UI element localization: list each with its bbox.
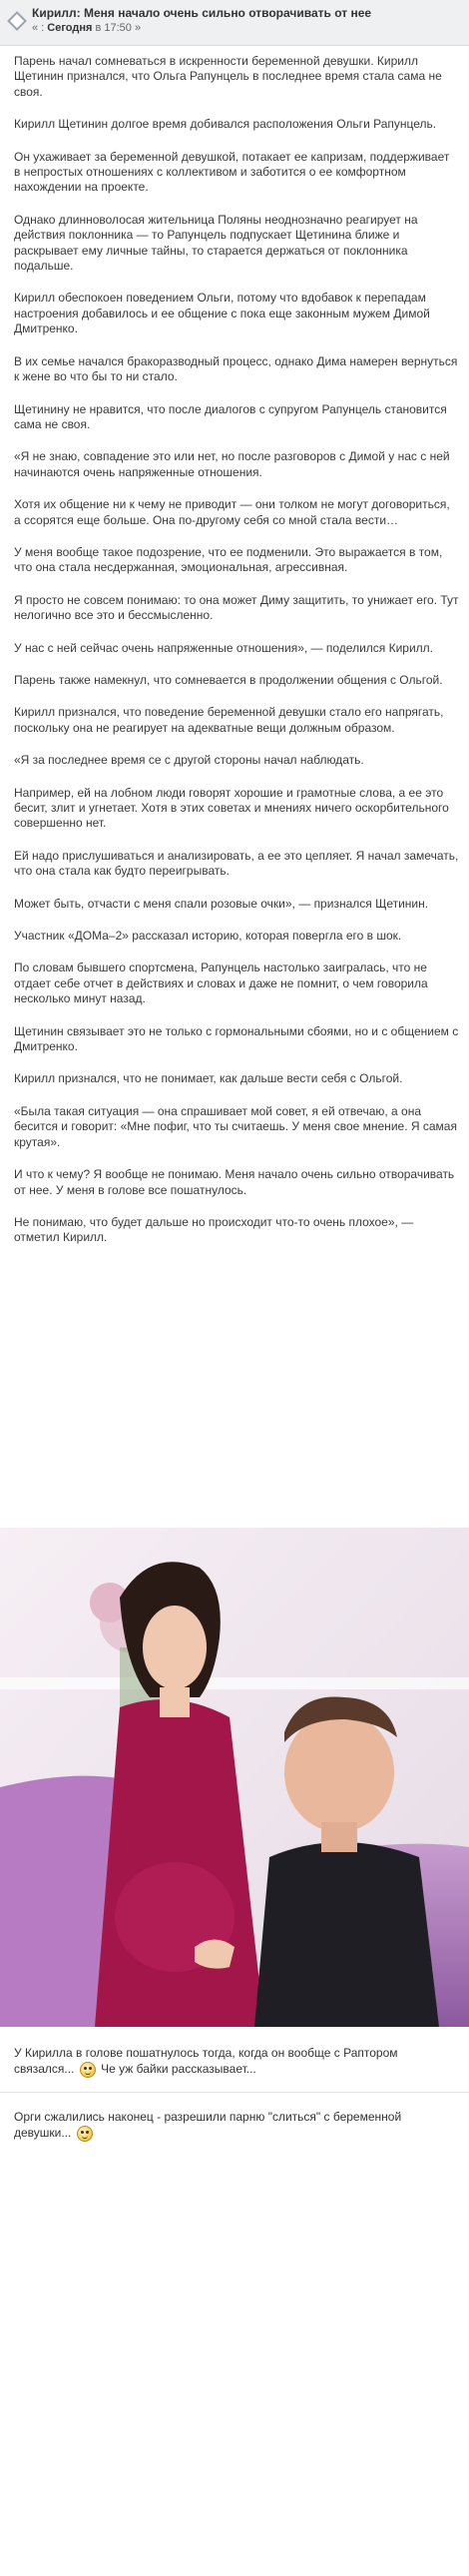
paragraph: «Я за последнее время се с другой стороны начал наблюдать.: [14, 753, 364, 768]
paragraph: Он ухаживает за беременной девушкой, потакает ее капризам, поддерживает в непростых отношениях с коллективом и заботится о ее комфортном нахождении на проекте.: [14, 149, 450, 195]
paragraph: И что к чему? Я вообще не понимаю. Меня начало очень сильно отворачивать от нее. У меня в голове все пошатнулось.: [14, 1167, 455, 1197]
paragraph: У нас с ней сейчас очень напряженные отношения», — поделился Кирилл.: [14, 640, 434, 655]
paragraph: В их семье начался бракоразводный процесс, однако Дима намерен вернуться к жене во что бы то ни стало.: [14, 353, 458, 384]
comment-text: У Кирилла в голове пошатнулось тогда, когда он вообще с Раптором связался...: [14, 2046, 398, 2076]
paragraph: Кирилл Щетинин долгое время добивался расположения Ольги Рапунцель.: [14, 117, 437, 132]
paragraph: «Я не знаю, совпадение это или нет, но после разговоров с Димой у нас с ней начинаются очень напряженные отношения.: [14, 449, 450, 479]
paragraph: Хотя их общение ни к чему не приводит — они толком не могут договориться, а ссорятся еще больше. Она по-другому себя со мной стала вести…: [14, 497, 450, 527]
paragraph: По словам бывшего спортсмена, Рапунцель настолько заигралась, что не отдает себе отчет в действиях и словах и даже не помнит, о чем говорила несколько минут назад.: [14, 961, 428, 1006]
article-meta: « : Сегодня в 17:50 »: [32, 22, 142, 34]
article-photo: [0, 1528, 469, 2027]
comment-text: Орги сжалились наконец - разрешили парню "слиться" с беременной девушки...: [14, 2109, 402, 2140]
divider: [0, 2092, 469, 2093]
comment-item: [0, 2037, 469, 2084]
paragraph: Щетинин связывает это не только с гормональными сбоями, но и с общением с Дмитренко.: [14, 1023, 459, 1054]
paragraph: Не понимаю, что будет дальше но происходит что-то очень плохое», — отметил Кирилл.: [14, 1214, 414, 1245]
article-body: [0, 46, 469, 1246]
diamond-icon: [7, 11, 27, 31]
paragraph: Например, ей на лобном люди говорят хорошие и грамотные слова, а ее это бесит, злит и угнетает. Хотя в этих советах и мнениях ничего оскорбительного совершенно нет.: [14, 785, 449, 831]
time-label: в 17:50 »: [95, 22, 142, 34]
comment-text: Че уж байки рассказывает...: [101, 2062, 256, 2076]
paragraph: Парень начал сомневаться в искренности беременной девушки. Кирилл Щетинин признался, что Ольга Рапунцель в последнее время стала сама не своя.: [14, 54, 442, 99]
paragraph: Однако длинноволосая жительница Поляны неоднозначно реагирует на действия поклонника — то Рапунцель подпускает Щетинина ближе и раскрывает ему личные тайны, то старается держаться от поклонника подальше.: [14, 212, 418, 274]
comment-item: [0, 2101, 469, 2148]
paragraph: Кирилл обеспокоен поведением Ольги, потому что вдобавок к перепадам настроения добавилось и ее общение с пока еще законным мужем Димой Дмитренко.: [14, 291, 430, 336]
paragraph: Участник «ДОМа–2» рассказал историю, которая повергла его в шок.: [14, 929, 402, 944]
article-header: [0, 0, 469, 46]
paragraph: У меня вообще такое подозрение, что ее подменили. Это выражается в том, что она стала несдержанная, эмоциональная, агрессивная.: [14, 544, 443, 575]
smiley-icon: [77, 2126, 93, 2142]
paragraph: Я просто не совсем понимаю: то она может Диму защитить, то унижает его. Тут нелогично все это и бессмысленно.: [14, 592, 459, 623]
paragraph: Ей надо прислушиваться и анализировать, а ее это цепляет. Я начал замечать, что она стала как будто переигрывать.: [14, 848, 459, 879]
date-label: Сегодня: [47, 22, 93, 34]
paragraph: Щетинину не нравится, что после диалогов с супругом Рапунцель становится сама не своя.: [14, 401, 447, 431]
article-title[interactable]: Кирилл: Меня начало очень сильно отворачивать от нее: [32, 6, 372, 20]
smiley-icon: [80, 2062, 96, 2078]
paragraph: Кирилл признался, что не понимает, как дальше вести себя с Ольгой.: [14, 1071, 403, 1086]
paragraph: Может быть, отчасти с меня спали розовые очки», — признался Щетинин.: [14, 896, 429, 911]
paragraph: «Была такая ситуация — она спрашивает мой совет, я ей отвечаю, а она бесится и говорит: «Мне пофиг, что ты считаешь. У меня свое мнение. Я самая крутая».: [14, 1103, 457, 1149]
paragraph: Парень также намекнул, что сомневается в продолжении общения с Ольгой.: [14, 672, 443, 687]
couple-photo: [0, 1528, 469, 2027]
comments-section: [0, 2037, 469, 2148]
paragraph: Кирилл признался, что поведение беременной девушки стало его напрягать, поскольку она не реагирует на адекватные вещи должным образом.: [14, 705, 444, 735]
